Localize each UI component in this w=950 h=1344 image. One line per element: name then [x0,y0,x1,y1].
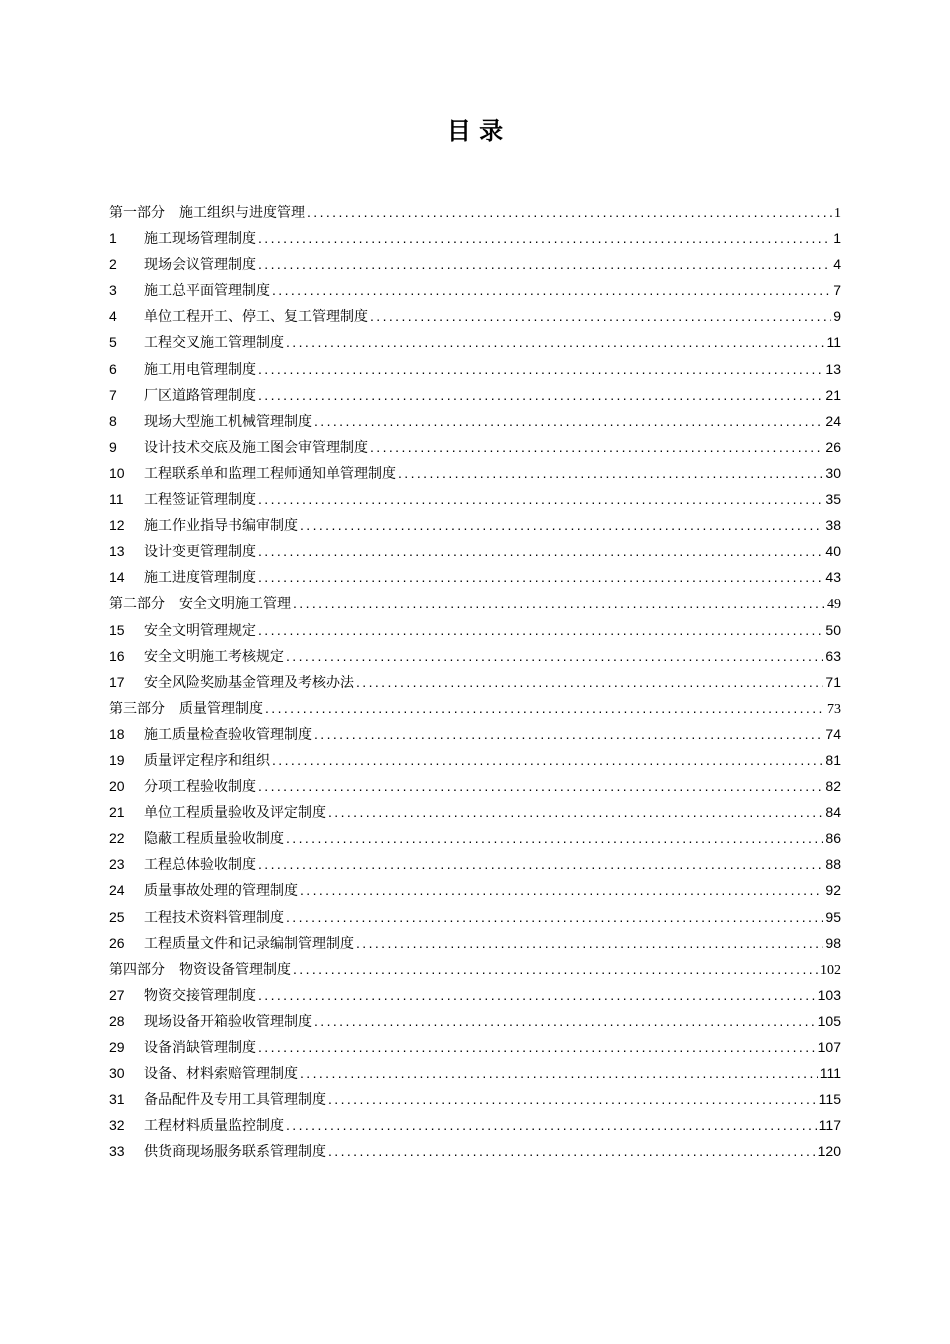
toc-entry-number: 32 [109,1117,125,1134]
toc-entry[interactable] [109,356,841,382]
toc-entry-label: 施工进度管理制度 [144,570,256,587]
toc-entry-page-number: 30 [825,464,841,481]
toc-entry-page-number: 95 [825,908,841,925]
toc-entry-label: 供货商现场服务联系管理制度 [144,1144,326,1161]
dot-leader [300,877,823,903]
toc-entry[interactable] [109,617,841,643]
toc-entry-page-number: 40 [825,543,841,560]
toc-entry-number: 33 [109,1143,125,1160]
dot-leader [258,617,823,643]
dot-leader [258,538,823,564]
toc-entry-number: 27 [109,986,125,1003]
toc-entry-number: 4 [109,308,117,325]
dot-leader [258,486,823,512]
toc-entry-number: 7 [109,386,117,403]
toc-entry[interactable] [109,721,841,747]
toc-entry-label: 第四部分 物资设备管理制度 [109,961,291,978]
toc-entry-number: 14 [109,569,125,586]
toc-entry-page-number: 86 [825,830,841,847]
toc-entry-label: 工程联系单和监理工程师通知单管理制度 [144,465,396,482]
toc-entry-number: 22 [109,830,125,847]
toc-entry-label: 工程交叉施工管理制度 [144,335,284,352]
toc-entry-page-number: 111 [819,1065,841,1082]
toc-entry-page-number: 115 [818,1091,841,1108]
toc-entry-page-number: 11 [826,334,841,351]
toc-entry-page-number: 92 [825,882,841,899]
dot-leader [265,695,825,721]
toc-entry[interactable] [109,930,841,956]
dot-leader [314,1008,816,1034]
toc-entry-page-number: 1 [834,206,841,221]
toc-entry-number: 9 [109,438,117,455]
toc-entry[interactable] [109,277,841,303]
toc-entry-label: 安全文明施工考核规定 [144,648,284,665]
toc-entry-number: 29 [109,1039,125,1055]
toc-entry[interactable] [109,225,841,251]
toc-entry-label: 施工总平面管理制度 [144,283,270,300]
dot-leader [307,199,832,225]
toc-entry[interactable] [109,1112,841,1138]
toc-entry-label: 设计变更管理制度 [144,544,256,561]
toc-entry[interactable] [109,486,841,512]
dot-leader [258,356,823,382]
dot-leader [356,930,823,956]
toc-entry-label: 现场会议管理制度 [144,257,256,274]
toc-entry-number: 15 [109,621,125,638]
toc-entry-label: 设计技术交底及施工图会审管理制度 [144,439,368,456]
toc-entry[interactable] [109,1008,841,1034]
toc-entry-page-number: 13 [825,360,841,377]
dot-leader [398,460,823,486]
toc-entry[interactable] [109,1034,841,1060]
toc-entry-label: 分项工程验收制度 [144,779,256,796]
toc-entry[interactable] [109,434,841,460]
toc-entry-label: 施工质量检查验收管理制度 [144,726,312,743]
toc-entry-label: 第二部分 安全文明施工管理 [109,596,291,613]
toc-entry[interactable] [109,1086,841,1112]
toc-entry-page-number: 117 [818,1117,841,1134]
toc-entry-page-number: 120 [817,1143,841,1160]
toc-entry[interactable] [109,512,841,538]
toc-entry-page-number: 102 [820,962,841,978]
toc-entry[interactable] [109,773,841,799]
toc-entry-number: 20 [109,778,125,795]
toc-entry[interactable] [109,747,841,773]
dot-leader [286,1112,817,1138]
toc-entry[interactable] [109,643,841,669]
dot-leader [258,982,816,1008]
toc-entry[interactable] [109,251,841,277]
toc-part-heading[interactable] [109,199,841,225]
toc-entry-label: 单位工程质量验收及评定制度 [144,805,326,822]
dot-leader [328,1138,816,1164]
dot-leader [293,956,818,982]
toc-entry-page-number: 98 [825,934,841,951]
dot-leader [286,643,823,669]
dot-leader [314,721,823,747]
dot-leader [328,1086,817,1112]
toc-entry[interactable] [109,982,841,1008]
toc-entry-number: 30 [109,1065,125,1082]
toc-entry-number: 18 [109,725,125,742]
toc-entry-page-number: 82 [825,778,841,795]
toc-entry-page-number: 107 [817,1039,841,1055]
dot-leader [258,382,823,408]
toc-entry-page-number: 103 [817,986,841,1003]
toc-entry-number: 2 [109,256,117,273]
toc-entry-label: 备品配件及专用工具管理制度 [144,1092,326,1109]
toc-entry-number: 25 [109,908,125,925]
toc-entry[interactable] [109,1060,841,1086]
toc-entry-number: 19 [109,751,125,768]
toc-entry-page-number: 105 [817,1012,841,1029]
toc-entry-label: 施工用电管理制度 [144,361,256,378]
toc-entry-label: 安全风险奖励基金管理及考核办法 [144,674,354,691]
toc-entry[interactable] [109,538,841,564]
dot-leader [258,225,831,251]
dot-leader [258,851,823,877]
toc-entry-number: 21 [109,804,125,821]
toc-entry-number: 26 [109,934,125,951]
toc-entry-label: 设备、材料索赔管理制度 [144,1066,298,1083]
toc-entry-number: 8 [109,412,117,429]
toc-entry-number: 17 [109,673,125,690]
toc-entry-label: 工程技术资料管理制度 [144,909,284,926]
toc-entry-number: 5 [109,334,117,351]
toc-entry-number: 3 [109,282,117,299]
toc-entry[interactable] [109,851,841,877]
dot-leader [258,773,823,799]
toc-entry-page-number: 24 [825,412,841,429]
toc-entry-page-number: 38 [825,517,841,534]
dot-leader [286,825,823,851]
toc-entry-label: 隐蔽工程质量验收制度 [144,831,284,848]
toc-entry-page-number: 26 [825,438,841,455]
toc-entry[interactable] [109,329,841,355]
toc-entry-label: 质量评定程序和组织 [144,752,270,769]
toc-entry[interactable] [109,825,841,851]
dot-leader [370,434,823,460]
dot-leader [300,1060,818,1086]
toc-entry-label: 厂区道路管理制度 [144,387,256,404]
dot-leader [286,904,823,930]
dot-leader [272,277,831,303]
toc-entry-label: 安全文明管理规定 [144,622,256,639]
toc-entry-page-number: 84 [825,804,841,821]
toc-entry[interactable] [109,669,841,695]
toc-entry-label: 施工现场管理制度 [144,231,256,248]
toc-entry-page-number: 7 [833,282,841,299]
toc-entry-number: 24 [109,882,125,899]
toc-part-heading[interactable] [109,590,841,616]
toc-entry[interactable] [109,408,841,434]
toc-entry-number: 16 [109,647,125,664]
dot-leader [300,512,823,538]
dot-leader [356,669,823,695]
dot-leader [314,408,823,434]
toc-entry-number: 11 [109,491,124,508]
toc-entry-number: 23 [109,856,125,873]
toc-entry-page-number: 74 [825,725,841,742]
toc-entry-label: 现场设备开箱验收管理制度 [144,1013,312,1030]
toc-entry[interactable] [109,564,841,590]
toc-entry-label: 质量事故处理的管理制度 [144,883,298,900]
toc-entry-number: 31 [109,1091,125,1108]
toc-entry-page-number: 9 [833,308,841,325]
toc-entry-number: 28 [109,1012,125,1029]
toc-entry-label: 工程质量文件和记录编制管理制度 [144,935,354,952]
toc-entry-label: 工程总体验收制度 [144,857,256,874]
toc-entry-number: 1 [109,230,117,247]
toc-entry-page-number: 73 [827,701,841,717]
dot-leader [370,303,831,329]
toc-entry[interactable] [109,904,841,930]
toc-entry-page-number: 88 [825,856,841,873]
toc-entry[interactable] [109,799,841,825]
toc-entry-page-number: 81 [825,751,841,768]
toc-entry-number: 12 [109,517,125,534]
toc-entry-page-number: 35 [825,491,841,508]
dot-leader [286,329,824,355]
toc-entry-label: 设备消缺管理制度 [144,1040,256,1056]
toc-part-heading[interactable] [109,695,841,721]
toc-entry-label: 第一部分 施工组织与进度管理 [109,205,305,221]
page-title: 目 录 [446,117,504,145]
toc-entry-page-number: 4 [833,256,841,273]
toc-entry-label: 工程签证管理制度 [144,492,256,509]
toc-entry[interactable] [109,877,841,903]
toc-entry-number: 13 [109,543,125,560]
toc-entry-number: 10 [109,464,125,481]
toc-entry-label: 第三部分 质量管理制度 [109,700,263,717]
toc-entry-page-number: 63 [825,647,841,664]
toc-entry[interactable] [109,460,841,486]
toc-entry[interactable] [109,1138,841,1164]
toc-entry-label: 施工作业指导书编审制度 [144,518,298,535]
toc-entry-label: 工程材料质量监控制度 [144,1118,284,1135]
toc-entry-page-number: 43 [825,569,841,586]
toc-entry-page-number: 50 [825,621,841,638]
toc-entry-page-number: 21 [825,386,841,403]
dot-leader [293,590,825,616]
table-of-contents [109,199,841,1164]
toc-entry-page-number: 1 [833,230,841,247]
dot-leader [328,799,823,825]
toc-entry[interactable] [109,303,841,329]
dot-leader [258,1034,816,1060]
toc-part-heading[interactable] [109,956,841,982]
toc-entry[interactable] [109,382,841,408]
toc-entry-label: 物资交接管理制度 [144,987,256,1004]
toc-entry-page-number: 49 [827,597,841,613]
dot-leader [258,564,823,590]
toc-entry-page-number: 71 [825,673,841,690]
dot-leader [258,251,831,277]
toc-entry-label: 现场大型施工机械管理制度 [144,413,312,430]
toc-entry-label: 单位工程开工、停工、复工管理制度 [144,309,368,326]
dot-leader [272,747,823,773]
toc-entry-number: 6 [109,360,117,377]
